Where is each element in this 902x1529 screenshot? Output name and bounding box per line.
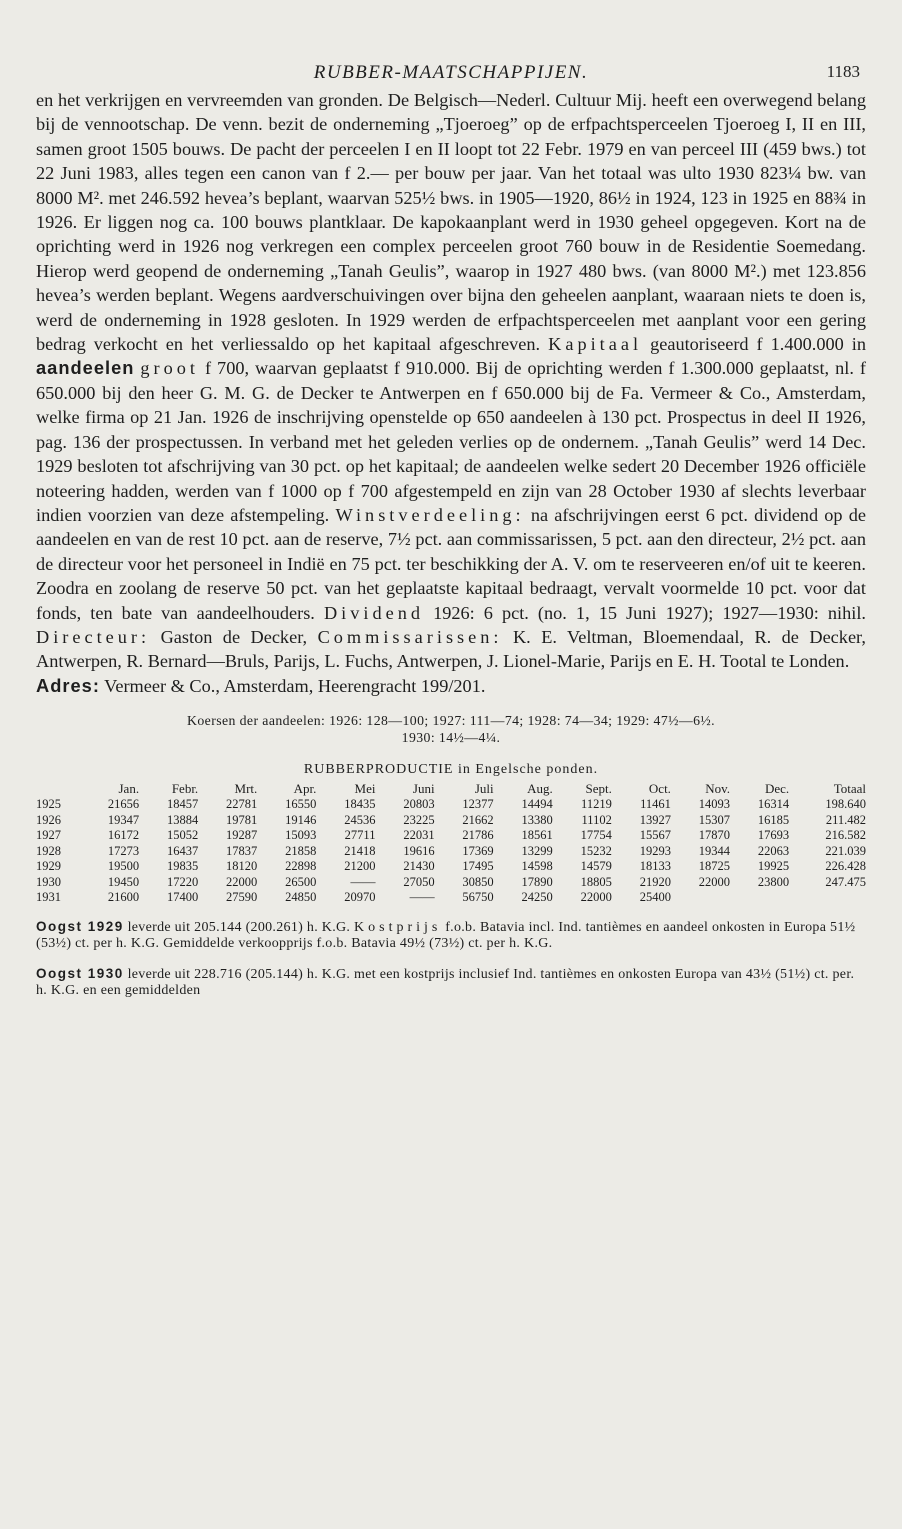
dividend-text: 1926: 6 pct. (no. 1, 15 Juni 1927); 1927—1930: nihil.: [433, 602, 866, 623]
value-cell: 27590: [226, 890, 258, 904]
table-row: [36, 843, 866, 859]
aandeelen-text: f 700, waarvan geplaatst f 910.000. Bij de oprichting werden f 1.300.000 geplaatst, nl. f 650.000 bij den heer G. M. G. de Decker te Antwerpen en f 650.000 bij de Fa. Vermeer & Co., Amsterdam, welke firma op 21 Jan. 1926 de inschrijving openstelde op 650 aandeelen à 130 pct. Prospectus in deel II 1926, pag. 136 der prospectussen. In verband met het geleden verlies op de ondernem. „Tanah Geulis” werd 14 Dec. 1929 besloten tot afschrijving van 30 pct. op het kapitaal; de aandeelen welke sedert 20 December 1926 officiële noteering hadden, werden van f 1000 op f 700 afgestempeld en zijn van 28 October 1930 af slechts leverbaar indien voorzien van deze afstempeling.: [36, 358, 866, 525]
year-cell: 1926: [36, 812, 61, 827]
value-cell: 22063: [757, 843, 790, 858]
value-cell: 24850: [285, 890, 317, 904]
value-cell: 18725: [698, 859, 731, 873]
commissarissen-text: K. E. Veltman, Bloemendaal, R. de Decker, Antwerpen, R. Bernard—Bruls, Parijs, L. Fuchs, Antwerpen, J. Lionel-Marie, Parijs en E. H. Tootal te Londen.: [36, 626, 866, 672]
value-cell: 15093: [285, 828, 317, 842]
value-cell: 17400: [166, 890, 199, 904]
value-cell: 23225: [403, 812, 435, 827]
kapitaal-text: geautoriseerd f 1.400.000 in: [650, 334, 866, 355]
value-cell: 14093: [698, 797, 731, 811]
table-row: [36, 797, 866, 813]
column-header: Febr.: [171, 780, 199, 796]
value-cell: 11461: [640, 797, 671, 811]
value-cell: 13884: [166, 812, 199, 827]
value-cell: 19925: [757, 859, 790, 873]
value-cell: 247.475: [825, 874, 866, 889]
value-cell: 19781: [226, 812, 258, 827]
value-cell: 21656: [107, 797, 140, 811]
share-quotes: [36, 712, 866, 746]
value-cell: 17754: [580, 828, 612, 842]
commissarissen-label: Commissarissen:: [317, 626, 503, 647]
value-cell: 21600: [107, 890, 140, 904]
value-cell: 17693: [757, 828, 790, 842]
value-cell: 21430: [403, 859, 435, 873]
value-cell: 22031: [403, 828, 435, 842]
value-cell: 16185: [757, 812, 790, 827]
kapitaal-label: Kapitaal: [548, 334, 643, 355]
value-cell: 14598: [521, 859, 553, 873]
intro-text: en het verkrijgen en vervreemden van gronden. De Belgisch—Nederl. Cultuur Mij. heeft een overwegend belang bij de vennootschap. De venn. bezit de onderneming „Tjoeroeg” op de erfpachtsperceelen Tjoeroeg I, II en III, samen groot 1505 bouws. De pacht der perceelen I en II loopt tot 22 Febr. 1979 en van perceel III (459 bws.) tot 22 Juni 1983, alles tegen een canon van f 2.— per bouw per jaar. Van het totaal was ulto 1930 823¼ bw. van 8000 M². met 246.592 hevea’s beplant, waarvan 525½ bws. in 1905—1920, 86½ in 1924, 123 in 1925 en 88¾ in 1926. Er liggen nog ca. 100 bouws plantklaar. De kapokaanplant werd in 1930 geheel opgegeven. Kort na de oprichting werd in 1926 nog verkregen een complex perceelen groot 760 bouw in de Residentie Soemedang. Hierop werd geopend de onderneming „Tanah Geulis”, waarop in 1927 480 bws. (van 8000 M².) met 123.856 hevea’s werden beplant. Wegens aardverschuivingen over bijna den geheelen aanplant, waaraan niets te doen is, werd de onderneming in 1928 gesloten. In 1929 werden de erfpachtsperceelen met aanplant voor een gering bedrag verkocht en het verliessaldo op het kapitaal afgeschreven.: [36, 90, 866, 355]
value-cell: 16314: [757, 797, 790, 811]
value-cell: 27050: [403, 874, 435, 889]
value-cell: 18120: [226, 859, 258, 873]
note-text: leverde uit 205.144 (200.261) h. K.G.: [127, 920, 351, 936]
column-header: Apr.: [293, 780, 317, 796]
adres-label: Adres:: [36, 674, 100, 696]
year-cell: 1929: [36, 859, 61, 873]
value-cell: 26500: [285, 874, 317, 889]
note-text: f.o.b. Batavia incl. Ind. tantièmes en aandeel onkosten in Europa 51½ (53½) ct. per h. K.G. Gemiddelde verkoopprijs f.o.b. Batavia 49½ (73½) ct. per h. K.G.: [36, 920, 856, 952]
year-cell: 1930: [36, 874, 61, 889]
value-cell: 19287: [226, 828, 258, 842]
column-header: Aug.: [527, 780, 553, 796]
value-cell: 24536: [344, 812, 376, 827]
winstverdeeling-label: Winstverdeeling:: [335, 504, 525, 525]
value-cell: 18457: [166, 797, 199, 811]
page-number: 1183: [826, 62, 860, 81]
value-cell: 16172: [107, 828, 140, 842]
column-header: Jan.: [118, 780, 140, 796]
value-cell: [730, 890, 789, 906]
value-cell: 23800: [757, 874, 790, 889]
note-label: Oogst 1929: [36, 919, 124, 935]
value-cell: 17369: [462, 843, 494, 858]
value-cell: 19500: [107, 859, 140, 873]
kostprijs-label: Kostprijs: [354, 920, 442, 936]
column-header: Mrt.: [234, 780, 258, 796]
aandeelen-label: aandeelen: [36, 357, 135, 379]
body-paragraph: [36, 88, 866, 674]
value-cell: 12377: [462, 797, 494, 811]
value-cell: 19450: [107, 874, 140, 889]
year-cell: 1927: [36, 828, 61, 842]
table-row: [36, 890, 866, 906]
winstverdeeling-text: na afschrijvingen eerst 6 pct. dividend op de aandeelen en van de rest 10 pct. aan de reserve, 7½ pct. aan commissarissen, 5 pct. aan den directeur, 2½ pct. aan de directeur voor het personeel in Indië en 75 pct. ter beschikking der A. V. om te reserveeren en/of uit te keeren. Zoodra en zoolang de reserve 50 pct. van het geplaatste kapitaal bedraagt, vervalt voormelde 10 pct. voor dat fonds, ten bate van aandeelhouders.: [36, 504, 866, 623]
value-cell: 13927: [639, 812, 671, 827]
column-header: Mei: [354, 780, 376, 796]
value-cell: 18805: [580, 874, 612, 889]
value-cell: ——: [409, 890, 435, 904]
column-header: Juni: [412, 780, 435, 796]
value-cell: 15567: [639, 828, 671, 842]
table-row: [36, 874, 866, 890]
value-cell: 56750: [462, 890, 494, 904]
value-cell: 21920: [639, 874, 671, 889]
directeur-text: Gaston de Decker,: [160, 626, 308, 647]
value-cell: 216.582: [825, 828, 866, 842]
harvest-note-1929: [36, 919, 866, 952]
year-cell: 1931: [36, 890, 61, 904]
value-cell: 27711: [344, 828, 376, 842]
value-cell: 21662: [462, 812, 494, 827]
groot-label: groot: [140, 358, 199, 379]
value-cell: 21200: [344, 859, 376, 873]
value-cell: 11102: [581, 812, 612, 827]
production-body: [36, 797, 866, 906]
value-cell: 14579: [580, 859, 612, 873]
value-cell: 17273: [107, 843, 140, 858]
value-cell: 17837: [226, 843, 258, 858]
value-cell: 17495: [462, 859, 494, 873]
running-title: RUBBER-MAATSCHAPPIJEN.: [313, 62, 589, 83]
value-cell: 24250: [521, 890, 553, 904]
address-line: [36, 674, 866, 698]
value-cell: 16437: [166, 843, 199, 858]
value-cell: 198.640: [825, 797, 866, 811]
production-table: [36, 781, 866, 906]
column-header: Juli: [474, 780, 494, 796]
dividend-label: Dividend: [323, 602, 424, 623]
value-cell: 15232: [580, 843, 612, 858]
value-cell: 22781: [226, 797, 258, 811]
value-cell: 20970: [344, 890, 376, 904]
value-cell: 22000: [226, 874, 258, 889]
production-header-row: [36, 781, 866, 797]
year-cell: 1928: [36, 843, 61, 858]
column-header: Nov.: [705, 780, 731, 796]
value-cell: 211.482: [825, 812, 866, 827]
value-cell: 21418: [344, 843, 376, 858]
company-description: [36, 88, 866, 674]
table-row: [36, 828, 866, 844]
value-cell: 25400: [639, 890, 671, 904]
table-row: [36, 812, 866, 828]
value-cell: 22000: [580, 890, 612, 904]
value-cell: 19347: [107, 812, 140, 827]
value-cell: 13299: [521, 843, 553, 858]
value-cell: 11219: [581, 797, 612, 811]
value-cell: 19835: [166, 859, 199, 873]
value-cell: 22000: [698, 874, 731, 889]
note-label: Oogst 1930: [36, 966, 124, 982]
value-cell: 15307: [698, 812, 731, 827]
share-quotes-line-2: 1930: 14½—4¼.: [401, 729, 501, 745]
column-header: Dec.: [764, 780, 790, 796]
adres-text: Vermeer & Co., Amsterdam, Heerengracht 199/201.: [104, 675, 486, 696]
value-cell: 19293: [639, 843, 671, 858]
value-cell: 20803: [403, 797, 435, 811]
note-text: leverde uit 228.716 (205.144) h. K.G. met een kostprijs inclusief Ind. tantièmes en onkosten Europa van 43½ (51½) ct. per. h. K.G. en een gemiddelden: [36, 967, 855, 999]
value-cell: 18435: [344, 797, 376, 811]
value-cell: 221.039: [825, 843, 866, 858]
production-title: RUBBERPRODUCTIE in Engelsche ponden.: [303, 761, 599, 777]
value-cell: 30850: [462, 874, 494, 889]
column-header: Sept.: [585, 780, 612, 796]
value-cell: 19344: [698, 843, 731, 858]
table-row: [36, 859, 866, 875]
column-header: Oct.: [648, 780, 671, 796]
value-cell: 14494: [521, 797, 553, 811]
value-cell: 21858: [285, 843, 317, 858]
column-header: Totaal: [833, 780, 866, 796]
value-cell: 226.428: [825, 859, 866, 873]
value-cell: 19146: [285, 812, 317, 827]
value-cell: 18561: [521, 828, 553, 842]
page-header: [36, 52, 866, 88]
value-cell: 16550: [285, 797, 317, 811]
directeur-label: Directeur:: [36, 626, 151, 647]
value-cell: 22898: [285, 859, 317, 873]
column-header: [36, 781, 80, 797]
value-cell: 18133: [639, 859, 671, 873]
share-quotes-line-1: Koersen der aandeelen: 1926: 128—100; 1927: 111—74; 1928: 74—34; 1929: 47½—6½.: [187, 712, 715, 728]
value-cell: 15052: [166, 828, 199, 842]
value-cell: 17890: [521, 874, 553, 889]
year-cell: 1925: [36, 797, 61, 811]
harvest-note-1930: [36, 966, 866, 999]
value-cell: [671, 890, 730, 906]
value-cell: ——: [350, 874, 376, 889]
value-cell: 21786: [462, 828, 494, 842]
value-cell: 17220: [166, 874, 199, 889]
value-cell: 19616: [403, 843, 435, 858]
value-cell: 13380: [521, 812, 553, 827]
value-cell: 17870: [698, 828, 731, 842]
value-cell: [789, 890, 866, 906]
